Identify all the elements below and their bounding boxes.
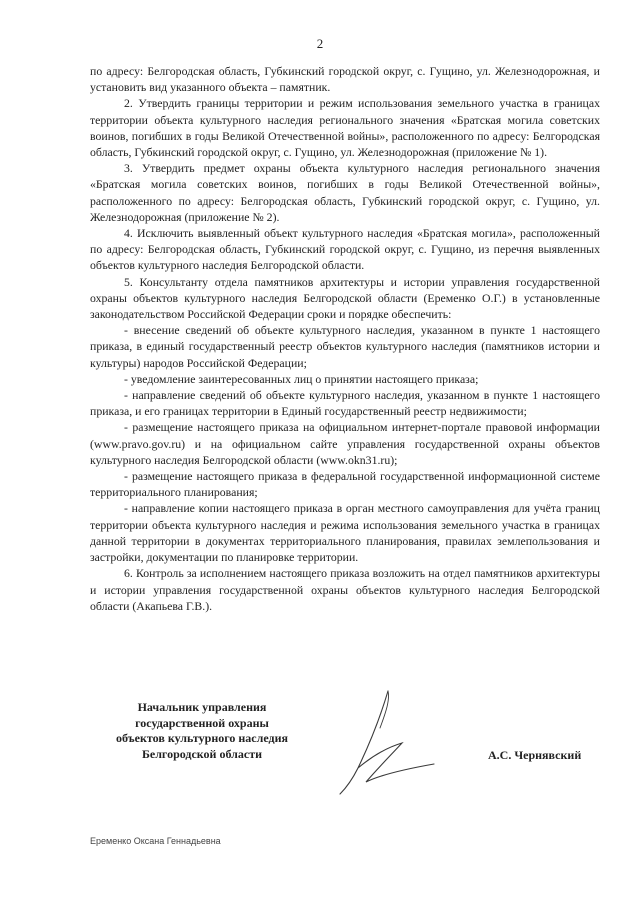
signatory-name: А.С. Чернявский <box>488 748 582 762</box>
paragraph: 3. Утвердить предмет охраны объекта культурного наследия регионального значения «Братская могила советских воинов, погибших в годы Великой Отечественной войны», расположенного по адресу: Белгородская область, Губкинский городской округ, с. Гущино, ул. Железнодорожная (приложение № 2). <box>90 161 600 224</box>
paragraph: 6. Контроль за исполнением настоящего приказа возложить на отдел памятников архитектуры и истории управления государственной охраны объектов культурного наследия Белгородской области (Акапьева Г.В.). <box>90 566 600 613</box>
paragraph: - направление копии настоящего приказа в орган местного самоуправления для учёта границ территории объекта культурного наследия и режима использования земельного участка в границах данной территории в документах территориального планирования, правилах землепользования и застройки, документации по планировке территории. <box>90 501 600 565</box>
paragraph: по адресу: Белгородская область, Губкинский городской округ, с. Гущино, ул. Железнодорожная, и установить вид указанного объекта – памятник. <box>90 64 600 95</box>
signatory-title-line: государственной охраны <box>135 715 269 730</box>
paragraph: - внесение сведений об объекте культурного наследия, указанном в пункте 1 настоящего приказа, в единый государственный реестр объектов культурного наследия (памятников истории и культуры) народов Российской Федерации; <box>90 323 600 370</box>
paragraph: 4. Исключить выявленный объект культурного наследия «Братская могила», расположенный по адресу: Белгородская область, Губкинский городской округ, с. Гущино, из перечня выявленных объектов культурного наследия Белгородской области. <box>90 226 600 273</box>
paragraph: - уведомление заинтересованных лиц о принятии настоящего приказа; <box>124 371 479 386</box>
paragraph: - размещение настоящего приказа на официальном интернет-портале правовой информации (www.pravo.gov.ru) и на официальном сайте управления государственной охраны объектов культурного наследия Белгородской области (www.okn31.ru); <box>90 420 600 467</box>
paragraph: - направление сведений об объекте культурного наследия, указанном в пункте 1 настоящего приказа, и его границах территории в Единый государственный реестр недвижимости; <box>90 388 600 419</box>
signatory-title-line: Белгородской области <box>141 746 263 761</box>
signatory-title-line: объектов культурного наследия <box>115 731 288 745</box>
document-body <box>90 63 600 614</box>
signatory-title <box>96 700 308 762</box>
paragraph: - размещение настоящего приказа в федеральной государственной информационной системе территориального планирования; <box>90 469 600 500</box>
executor-name: Еременко Оксана Геннадьевна <box>90 836 221 846</box>
paragraph: 5. Консультанту отдела памятников архитектуры и истории управления государственной охраны объектов культурного наследия Белгородской области (Еременко О.Г.) в установленные законодательством Российской Федерации сроки и порядке обеспечить: <box>90 274 600 322</box>
page-number: 2 <box>316 36 324 51</box>
signatory-title-line: Начальник управления <box>137 700 267 714</box>
handwritten-signature-icon <box>330 688 440 800</box>
paragraph: 2. Утвердить границы территории и режим использования земельного участка в границах территории объекта культурного наследия регионального значения «Братская могила советских воинов, погибших в годы Великой Отечественной войны», расположенного по адресу: Белгородская область, Губкинский городской округ, с. Гущино, ул. Железнодорожная (приложение № 1). <box>90 96 600 160</box>
